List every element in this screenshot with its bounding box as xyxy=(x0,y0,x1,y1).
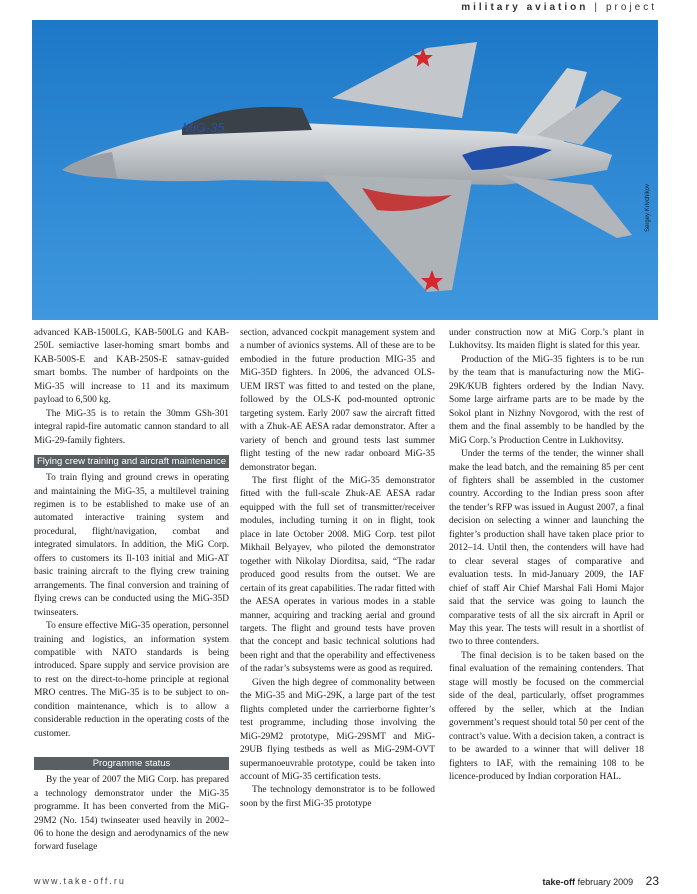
fuselage-marking: MiG-35 xyxy=(182,120,225,135)
section-header: military aviation | project xyxy=(461,2,657,13)
column-2 xyxy=(240,327,435,811)
mig35-photo xyxy=(32,20,658,320)
page-footer xyxy=(543,874,659,888)
paragraph: advanced KAB-1500LG, KAB-500LG and KAB-250L semiactive laser-homing smart bombs and KAB-500S-E and KAB-250S-E satnav-guided smart bombs. The number of hardpoints on the MiG-35 will increase to 11 and its maximum payload to 6,500 kg. xyxy=(34,328,229,406)
paragraph: section, advanced cockpit management system and a number of avionics systems. All of these are to be embodied in the future production MIG-35 and MiG-35D fighters. In 2006, the advanced OLS-UEM IRST was fitted to and tested on the plane, followed by the OLS-K pod-mounted optronic targeting system. Early 2007 saw the aircraft fitted with a Zhuk-AE AESA radar demonstrator. After a variety of bench and ground tests last summer flight testing of the new radar onboard MiG-35 demonstrator began. xyxy=(240,328,435,473)
subheading-programme-status: Programme status xyxy=(34,757,229,770)
issue-date: february 2009 xyxy=(577,877,634,887)
paragraph: Under the terms of the tender, the winner shall make the lead batch, and the remaining 85 per cent of fighters shall be assembled in the customer country. According to the Indian press soon after the tender’s RFP was issued in August 2007, a final decision on selecting a winner and launching the fighter’s production shall have taken place prior to 2012–14. Until then, the contenders will have had to clear several stages of comparative and evaluation tests. In mid-January 2009, the IAF chief of staff Air Chief Marshal Fali Homi Major said that the service was going to launch the comparative tests of all the six aircraft in April or May this year. The tests will result in a shortlist of two to three contenders. xyxy=(449,449,644,648)
section-tag: project xyxy=(605,2,657,13)
paragraph: Given the high degree of commonality between the MiG-35 and MiG-29K, a large part of the test flights completed under the carrierborne fighter’s test programme, including those involving the MiG-29M2 prototype, MiG-29SMT and MiG-29UB flying testbeds as well as MiG-29M-OVT supermanoeuvrable prototype, could be taken into account of MiG-35 certification tests. xyxy=(240,677,435,782)
paragraph: The MiG-35 is to retain the 30mm GSh-301 integral rapid-fire automatic cannon standard to all MiG-29-family fighters. xyxy=(34,408,229,446)
paragraph: The final decision is to be taken based on the final evaluation of the remaining contenders. That stage will mostly be focused on the commercial side of the deal, particularly, offset programmes offered by the seller, which at the Indian government’s request should total 50 per cent of the contract’s value. With a decision taken, a contract is to be awarded to a winner that will deliver 18 fighters to IAF, with the remaining 108 to be licence-produced by Indian corporation HAL. xyxy=(449,650,644,782)
page-number: 23 xyxy=(645,874,659,888)
paragraph: under construction now at MiG Corp.’s plant in Lukhovitsy. Its maiden flight is slated for this year. xyxy=(449,328,644,352)
aircraft-illustration xyxy=(32,20,658,320)
paragraph: Production of the MiG-35 fighters is to be run by the team that is manufacturing now the MiG-29K/KUB fighters ordered by the Indian Navy. Some large airframe parts are to be made by the Sokol plant in Nizhny Novgorod, with the rest of them and the final assembly to be handled by the MiG Corp.’s Production Centre in Lukhovitsy. xyxy=(449,354,644,446)
paragraph: To ensure effective MiG-35 operation, personnel training and logistics, an information system compatible with NATO standards is being introduced. Spare supply and service provision are to rest on the direct-to-home principle at regional MRO centres. The MiG-35 is to be subject to on-condition maintenance, which is to allow a considerable reduction in the operating costs of the customer. xyxy=(34,621,229,739)
paragraph: The first flight of the MiG-35 demonstrator fitted with the full-scale Zhuk-AE AESA radar equipped with the full set of transmitter/receiver modules, including turning it on in flight, took place in late October 2008. MiG Corp. test pilot Mikhail Belyayev, who piloted the demonstrator together with Nikolay Diorditsa, said, “The radar produced good results from the outset. We are certain of its great capabilities. The radar fitted with the AESA operates in various modes in a stable manner, acquiring and tracking aerial and ground targets. The flight and ground tests have proven that the concept and basic technical solutions had been right and that the operability and effectiveness of the radar’s subsystems were as good as required. xyxy=(240,475,435,675)
subheading-training: Flying crew training and aircraft maintenance xyxy=(34,455,229,468)
paragraph: To train flying and ground crews in operating and maintaining the MiG-35, a multilevel training regimen is to be established to make use of an automated interactive training system and procedural, flight/navigation, combat and integrated simulators. In addition, the MiG Corp. offers to customers its Il-103 initial and MiG-AT basic training aircraft to the flying crew training arrangements. The final conversion and training of flying crews can be conducted using the MiG-35D twinseaters. xyxy=(34,473,229,618)
paragraph: The technology demonstrator is to be followed soon by the first MiG-35 prototype xyxy=(240,785,435,809)
magazine-name: take-off xyxy=(542,877,576,887)
column-1 xyxy=(34,327,229,855)
section-title: military aviation xyxy=(461,2,589,13)
photo-credit: Sergey Krivchikov xyxy=(645,183,651,232)
paragraph: By the year of 2007 the MiG Corp. has prepared a technology demonstrator under the MiG-35 programme. It has been converted from the MiG-29M2 (No. 154) twinseater used heavily in 2002–06 to hone the design and aerodynamics of the new forward fuselage xyxy=(34,775,229,853)
column-3 xyxy=(449,327,644,784)
website-link[interactable]: www.take-off.ru xyxy=(34,876,126,886)
